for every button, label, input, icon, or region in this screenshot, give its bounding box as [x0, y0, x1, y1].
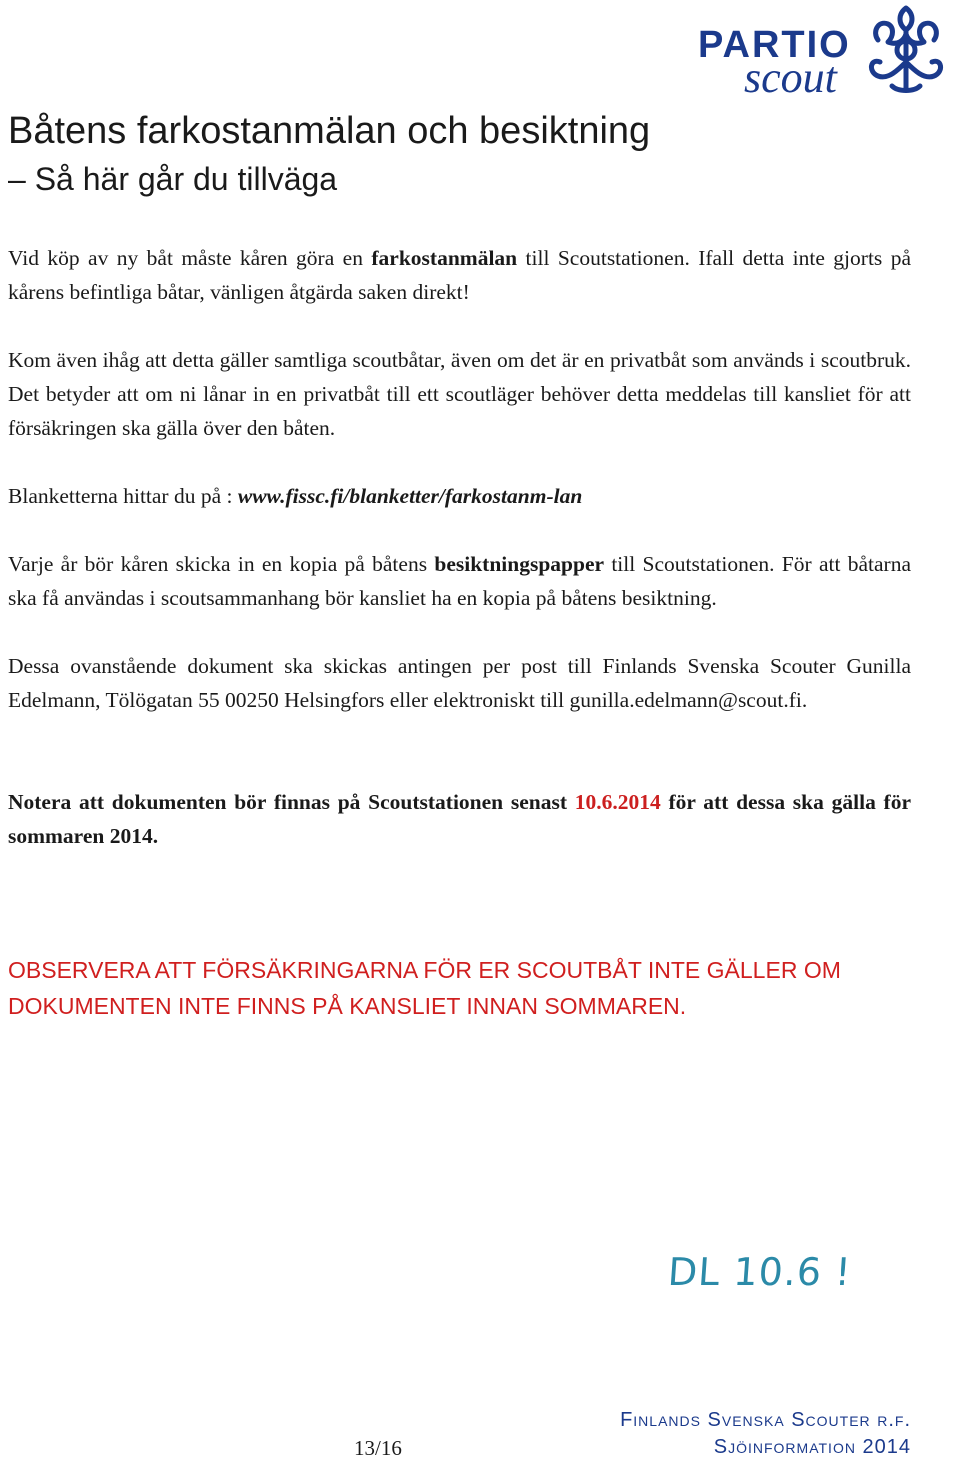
page-title: Båtens farkostanmälan och besiktning [8, 110, 651, 152]
p4-bold: besiktningspapper [434, 552, 605, 576]
paragraph-blanketter [8, 479, 911, 513]
deadline-date: 10.6.2014 [574, 790, 661, 814]
scout-emblem-icon [858, 0, 954, 100]
paragraph-farkostanmalan [8, 241, 911, 309]
insurance-warning: OBSERVERA ATT FÖRSÄKRINGARNA FÖR ER SCOUTBÅT INTE GÄLLER OM DOKUMENTEN INTE FINNS PÅ KANSLIET INNAN SOMMAREN. [8, 957, 841, 1019]
footer-organization: Finlands Svenska Scouter r.f. [620, 1409, 911, 1431]
handwritten-deadline-note: DL 10.6 ! [666, 1250, 853, 1294]
page-number: 13/16 [354, 1436, 402, 1460]
paragraph-deadline [8, 785, 911, 853]
p1-text-c: till Scoutstationen. Ifall detta inte gjorts på kårens befintliga båtar, vänligen åtgärda saken direkt! [8, 246, 911, 304]
page-subtitle: – Så här går du tillväga [8, 161, 338, 197]
blanketter-link[interactable]: www.fissc.fi/blanketter/farkostanm-lan [237, 484, 583, 508]
p6-text-c: för att dessa ska gälla för sommaren 2014. [8, 790, 911, 848]
p3-text: Blanketterna hittar du på : [8, 484, 238, 508]
partio-scout-logo [690, 0, 960, 105]
footer-publication: Sjöinformation 2014 [713, 1436, 911, 1458]
p1-text-a: Vid köp av ny båt måste kåren göra en [8, 246, 372, 270]
paragraph-besiktning [8, 547, 911, 615]
paragraph-privatbat: Kom även ihåg att detta gäller samtliga scoutbåtar, även om det är en privatbåt som används i scoutbruk. Det betyder att om ni lånar in en privatbåt till ett scoutläger behöver detta meddelas till kansliet för att försäkringen ska gälla över den båten. [8, 348, 911, 440]
p6-text-a: Notera att dokumenten bör finnas på Scoutstationen senast [8, 790, 575, 814]
paragraph-address: Dessa ovanstående dokument ska skickas antingen per post till Finlands Svenska Scouter Gunilla Edelmann, Tölögatan 55 00250 Helsingfors eller elektroniskt till gunilla.edelmann@scout.fi. [8, 654, 911, 712]
logo-line1: PARTIO [698, 24, 851, 66]
p4-text-c: till Scoutstationen. För att båtarna ska få användas i scoutsammanhang bör kansliet ha en kopia på båtens besiktning. [8, 552, 911, 610]
logo-line2: scout [744, 53, 837, 102]
p4-text-a: Varje år bör kåren skicka in en kopia på båtens [8, 552, 435, 576]
p1-bold: farkostanmälan [371, 246, 518, 270]
